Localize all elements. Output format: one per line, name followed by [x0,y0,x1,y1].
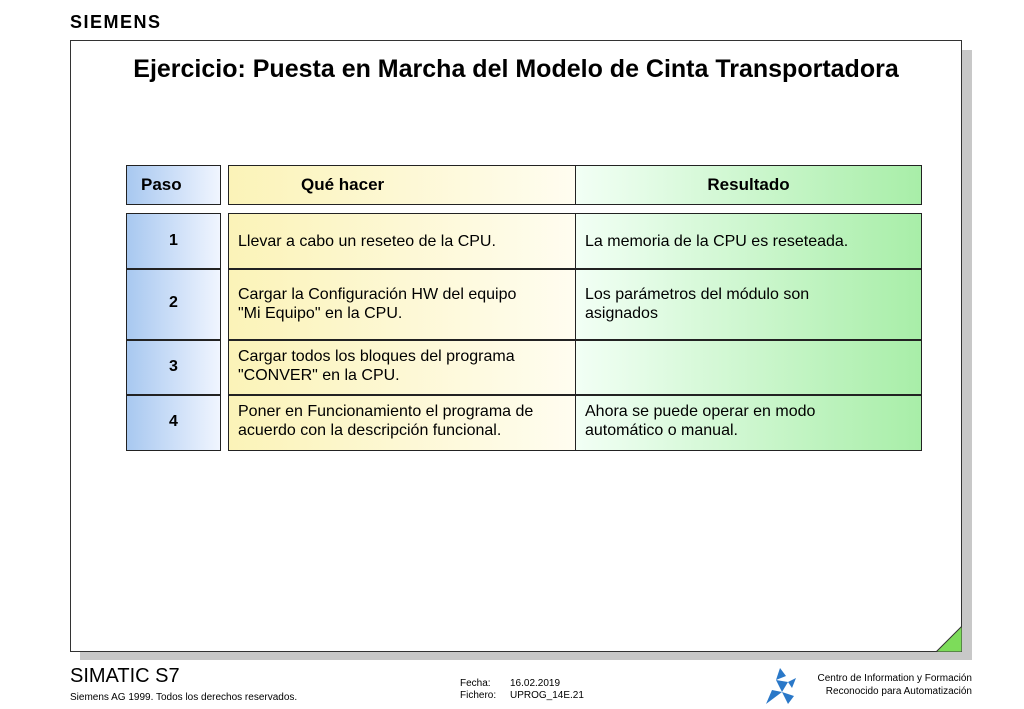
step-result-line: Los parámetros del módulo son [585,286,810,303]
footer-meta [460,678,584,702]
step-result [585,232,920,251]
step-result [585,402,920,440]
step-action-line: Cargar todos los bloques del programa [238,348,515,365]
step-action-line: acuerdo con la descripción funcional. [238,422,502,439]
step-action-line: Cargar la Configuración HW del equipo [238,286,517,303]
footer-product: SIMATIC S7 [70,665,180,687]
org-line: Centro de Information y Formación [817,673,972,684]
step-action-line: "Mi Equipo" en la CPU. [238,305,403,322]
row-divider [228,339,922,341]
step-action [238,285,578,323]
row-divider [228,394,922,396]
header-paso-label: Paso [141,175,182,194]
step-action-line: "CONVER" en la CPU. [238,367,400,384]
row-divider [126,339,221,341]
header-resultado-label: Resultado [707,175,790,194]
fecha-value: 16.02.2019 [510,678,561,689]
step-number: 1 [169,232,178,249]
step-number: 3 [169,358,178,375]
row-divider [228,268,922,270]
siemens-logo-text: SIEMENS [70,12,162,32]
header-que-hacer [228,165,576,205]
slide-title: Ejercicio: Puesta en Marcha del Modelo de Cinta Transportadora [133,55,899,83]
footer-copyright: Siemens AG 1999. Todos los derechos reservados. [70,692,298,703]
step-action [238,232,578,251]
slide-frame [70,40,962,652]
fichero-label: Fichero: [460,690,497,701]
step-action [238,347,578,385]
fichero-value: UPROG_14E.21 [510,690,584,701]
step-result-line: La memoria de la CPU es reseteada. [585,233,849,250]
page-corner-fold-icon [936,626,962,652]
row-divider [126,394,221,396]
header-resultado [575,165,922,205]
step-result [585,285,920,323]
step-result-line: automático o manual. [585,422,738,439]
org-line: Reconocido para Automatización [825,686,972,697]
step-number: 4 [169,413,178,430]
step-result-line: asignados [585,305,658,322]
header-paso [126,165,221,205]
training-center-logo-icon [762,666,798,706]
step-action-line: Poner en Funcionamiento el programa de [238,403,534,420]
footer-organization [817,672,972,698]
header-que-hacer-label: Qué hacer [301,175,385,194]
step-result-line: Ahora se puede operar en modo [585,403,816,420]
row-divider [126,268,221,270]
step-action-line: Llevar a cabo un reseteo de la CPU. [238,233,496,250]
fecha-label: Fecha: [460,678,491,689]
step-action [238,402,578,440]
step-number: 2 [169,294,178,311]
